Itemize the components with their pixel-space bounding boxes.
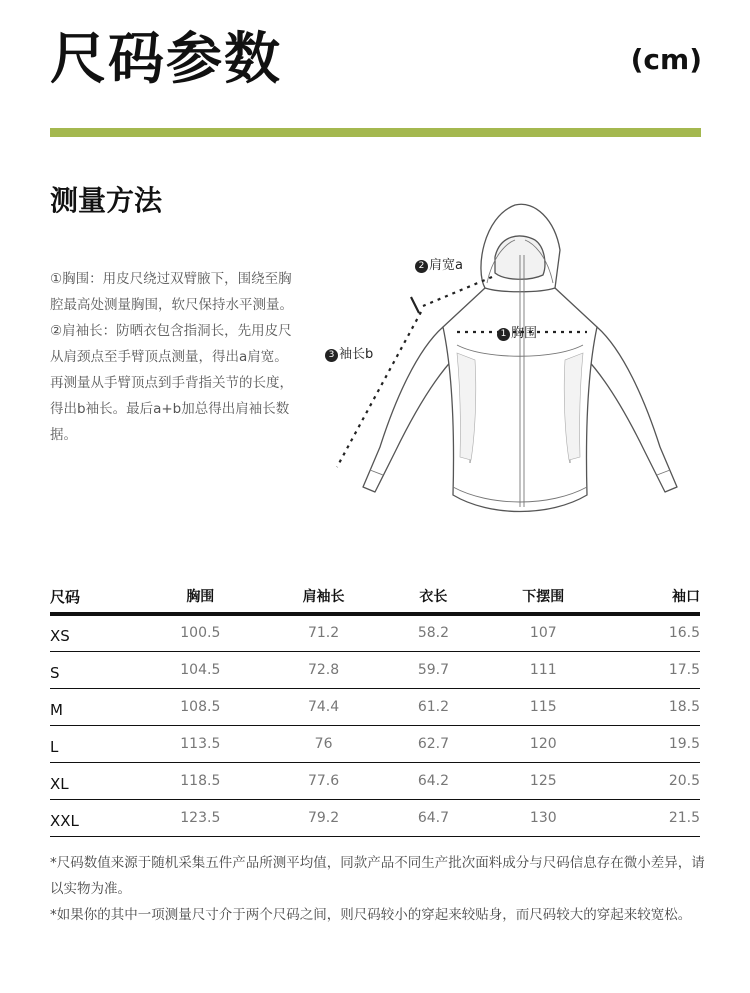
left-sleeve-outline (363, 327, 455, 492)
cell-chest: 104.5 (140, 651, 260, 688)
cell-size: XS (50, 614, 140, 651)
cell-cuff: 20.5 (606, 762, 700, 799)
shoulder-label: 2 肩宽a (415, 258, 463, 274)
cell-length: 58.2 (387, 614, 481, 651)
cell-cuff: 18.5 (606, 688, 700, 725)
footnote-fit: *如果你的其中一项测量尺寸介于两个尺码之间，则尺码较小的穿起来较贴身，而尺码较大的穿起来较宽松。 (50, 907, 692, 923)
cell-shoulder-sleeve: 71.2 (261, 614, 387, 651)
cell-cuff: 19.5 (606, 725, 700, 762)
cell-hem: 115 (480, 688, 606, 725)
size-table (50, 580, 700, 837)
col-hem: 下摆围 (480, 580, 606, 614)
cell-hem: 125 (480, 762, 606, 799)
cell-length: 62.7 (387, 725, 481, 762)
right-sleeve-outline (585, 327, 677, 492)
chest-label: 1 胸围 (497, 326, 537, 342)
cell-hem: 107 (480, 614, 606, 651)
cell-length: 64.2 (387, 762, 481, 799)
cell-chest: 113.5 (140, 725, 260, 762)
jacket-illustration (325, 195, 725, 525)
cell-cuff: 21.5 (606, 799, 700, 836)
cell-cuff: 16.5 (606, 614, 700, 651)
jacket-measurement-diagram (325, 195, 725, 525)
table-row (50, 688, 700, 725)
table-row (50, 651, 700, 688)
col-shoulder-sleeve: 肩袖长 (261, 580, 387, 614)
accent-divider (50, 128, 701, 137)
cell-length: 59.7 (387, 651, 481, 688)
col-chest: 胸围 (140, 580, 260, 614)
cell-chest: 118.5 (140, 762, 260, 799)
cell-hem: 111 (480, 651, 606, 688)
table-row (50, 614, 700, 651)
size-table-header-row (50, 580, 700, 614)
cell-size: L (50, 725, 140, 762)
cell-shoulder-sleeve: 76 (261, 725, 387, 762)
cell-shoulder-sleeve: 72.8 (261, 651, 387, 688)
cell-hem: 130 (480, 799, 606, 836)
sleeve-label: 3 袖长b (325, 347, 373, 363)
cell-hem: 120 (480, 725, 606, 762)
col-size: 尺码 (50, 580, 140, 614)
page-title: 尺码参数 (50, 27, 282, 92)
cell-shoulder-sleeve: 74.4 (261, 688, 387, 725)
cell-chest: 123.5 (140, 799, 260, 836)
cell-chest: 108.5 (140, 688, 260, 725)
cell-size: XXL (50, 799, 140, 836)
method-paragraph-sleeve: ②肩袖长：防晒衣包含指洞长，先用皮尺从肩颈点至手臂顶点测量，得出a肩宽。再测量从手臂顶点到手背指关节的长度，得出b袖长。最后a+b加总得出肩袖长数据。 (50, 323, 293, 443)
cell-length: 64.7 (387, 799, 481, 836)
method-text (50, 266, 295, 448)
table-row (50, 725, 700, 762)
col-length: 衣长 (387, 580, 481, 614)
footnotes (50, 850, 710, 928)
cell-length: 61.2 (387, 688, 481, 725)
table-row (50, 799, 700, 836)
cell-chest: 100.5 (140, 614, 260, 651)
cell-shoulder-sleeve: 79.2 (261, 799, 387, 836)
cell-shoulder-sleeve: 77.6 (261, 762, 387, 799)
footnote-source: *尺码数值来源于随机采集五件产品所测平均值，同款产品不同生产批次面料成分与尺码信息存在微小差异，请以实物为准。 (50, 855, 705, 897)
cell-cuff: 17.5 (606, 651, 700, 688)
cell-size: XL (50, 762, 140, 799)
table-row (50, 762, 700, 799)
method-paragraph-chest: ①胸围：用皮尺绕过双臂腋下，围绕至胸腔最高处测量胸围，软尺保持水平测量。 (50, 271, 293, 313)
method-heading: 测量方法 (50, 184, 163, 217)
unit-label: (cm) (630, 43, 702, 76)
cell-size: M (50, 688, 140, 725)
cell-size: S (50, 651, 140, 688)
col-cuff: 袖口 (606, 580, 700, 614)
